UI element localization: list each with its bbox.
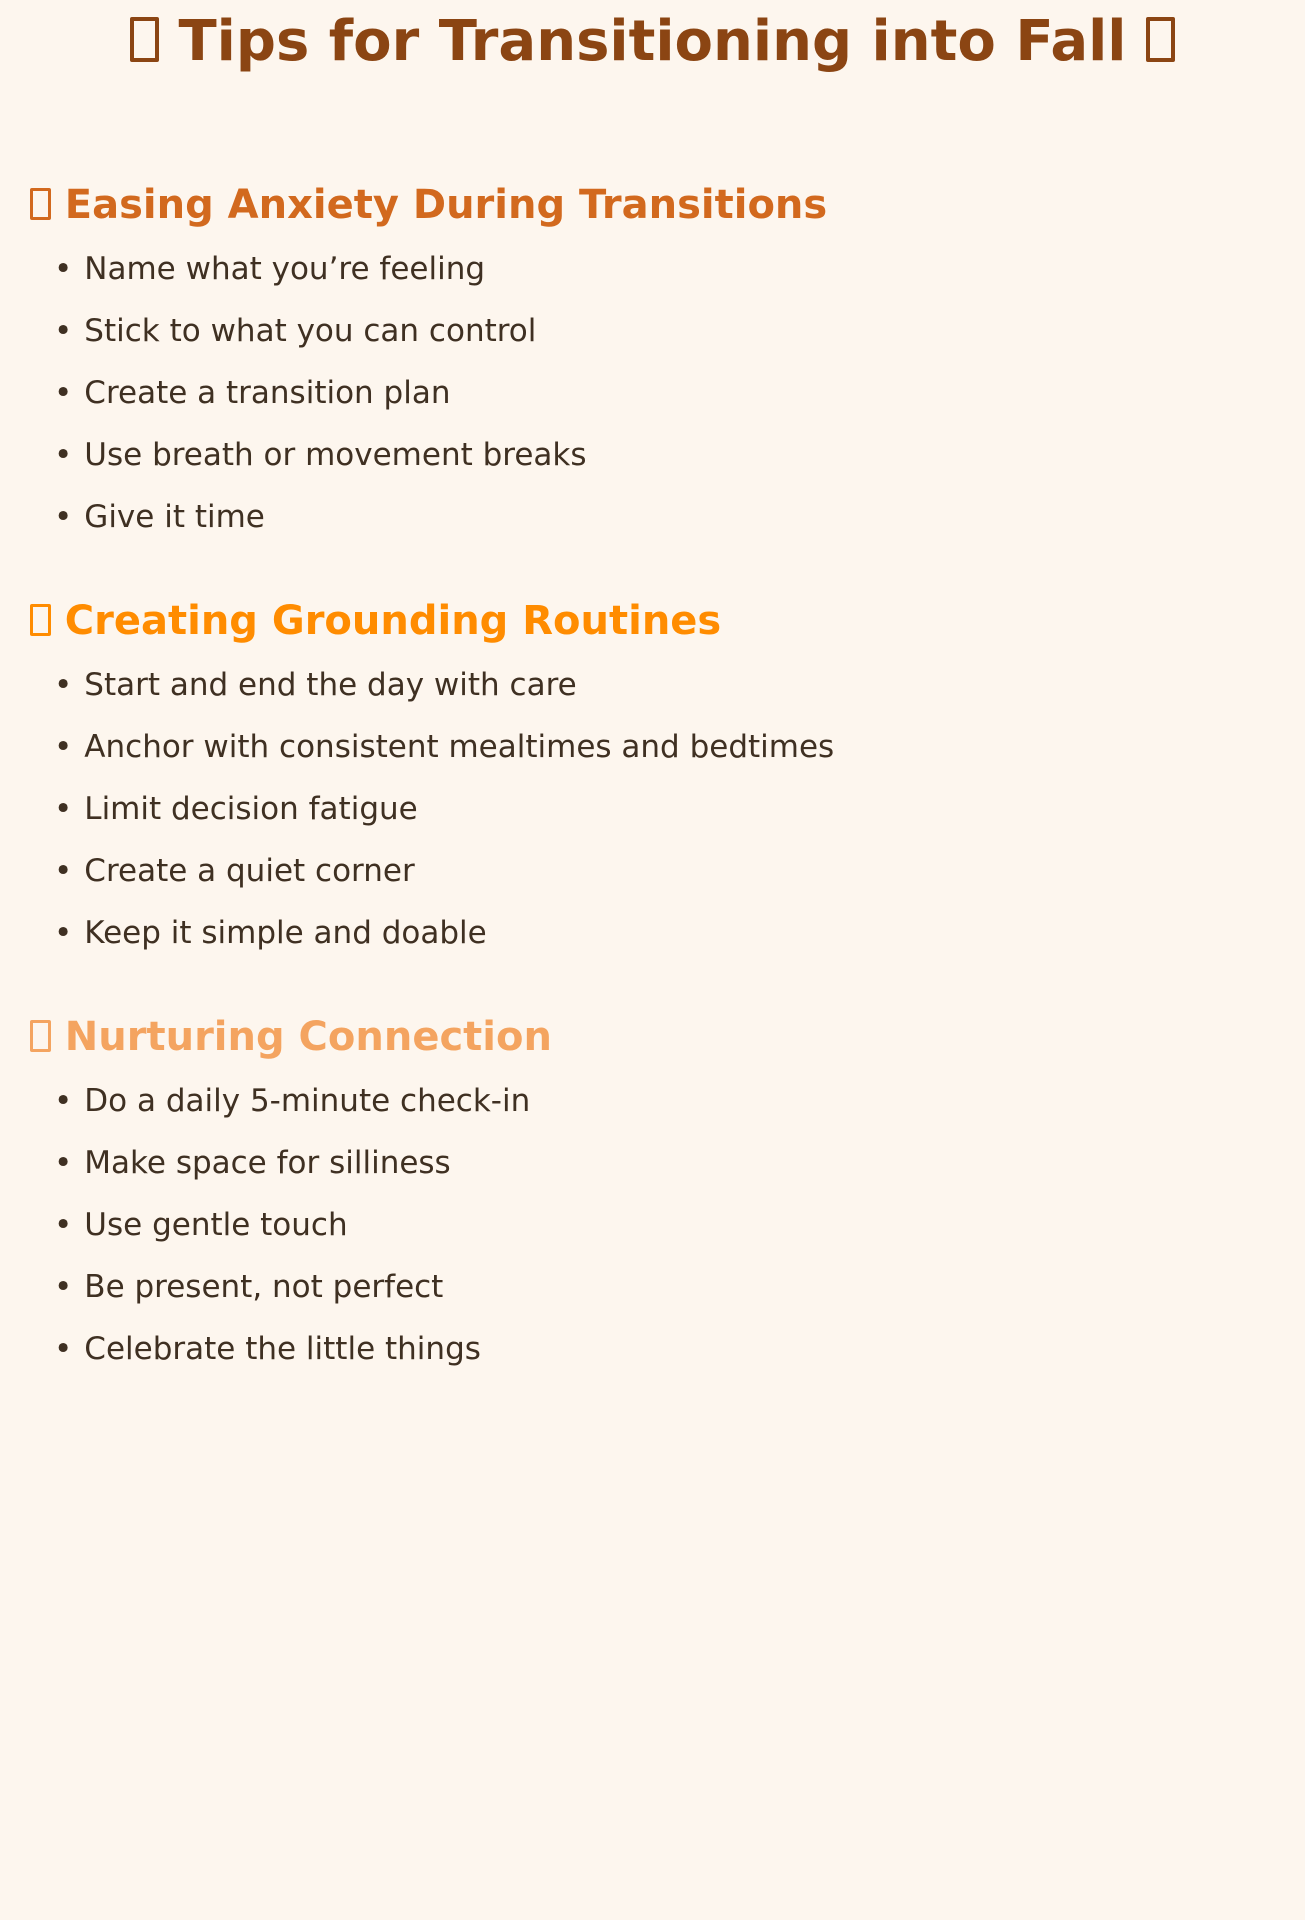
list-item-text: Use gentle touch (84, 1207, 348, 1243)
list-item-text: Anchor with consistent mealtimes and bedtimes (84, 729, 835, 765)
section-heading-text: Nurturing Connection (64, 1014, 552, 1060)
tip-list (30, 654, 1275, 964)
tip-list (30, 238, 1275, 548)
list-item-text: Do a daily 5-minute check-in (84, 1083, 531, 1119)
list-item (54, 778, 1275, 840)
bullet: • (54, 437, 73, 473)
bullet: • (54, 915, 73, 951)
bullet: • (54, 667, 73, 703)
section-easing-anxiety (30, 180, 1275, 548)
list-item-text: Celebrate the little things (84, 1331, 481, 1367)
list-item-text: Name what you’re feeling (84, 251, 486, 287)
bullet: • (54, 729, 73, 765)
list-item (54, 1318, 1275, 1380)
section-heading-text: Easing Anxiety During Transitions (64, 182, 828, 228)
missing-glyph-icon (30, 1020, 51, 1052)
list-item-text: Use breath or movement breaks (84, 437, 587, 473)
list-item (54, 1070, 1275, 1132)
list-item (54, 1132, 1275, 1194)
list-item-text: Keep it simple and doable (84, 915, 487, 951)
section-heading (30, 596, 1275, 646)
section-heading (30, 1012, 1275, 1062)
list-item (54, 238, 1275, 300)
section-nurturing-connection (30, 1012, 1275, 1380)
section-heading (30, 180, 1275, 230)
page-title-text: Tips for Transitioning into Fall (178, 9, 1127, 74)
list-item (54, 654, 1275, 716)
missing-glyph-icon (30, 604, 51, 636)
list-item (54, 300, 1275, 362)
section-grounding-routines (30, 596, 1275, 964)
list-item-text: Create a transition plan (84, 375, 451, 411)
tip-list (30, 1070, 1275, 1380)
bullet: • (54, 853, 73, 889)
list-item-text: Stick to what you can control (84, 313, 537, 349)
missing-glyph-icon (30, 188, 51, 220)
list-item (54, 1194, 1275, 1256)
bullet: • (54, 1269, 73, 1305)
missing-glyph-icon (1146, 17, 1175, 62)
list-item (54, 840, 1275, 902)
bullet: • (54, 313, 73, 349)
page-title (0, 0, 1305, 74)
bullet: • (54, 791, 73, 827)
list-item-text: Limit decision fatigue (84, 791, 418, 827)
missing-glyph-icon (130, 17, 159, 62)
bullet: • (54, 251, 73, 287)
list-item (54, 362, 1275, 424)
list-item-text: Make space for silliness (84, 1145, 451, 1181)
list-item (54, 716, 1275, 778)
list-item-text: Start and end the day with care (84, 667, 577, 703)
list-item (54, 424, 1275, 486)
bullet: • (54, 1083, 73, 1119)
list-item-text: Be present, not perfect (84, 1269, 444, 1305)
bullet: • (54, 1145, 73, 1181)
bullet: • (54, 375, 73, 411)
list-item-text: Create a quiet corner (84, 853, 415, 889)
section-heading-text: Creating Grounding Routines (64, 598, 722, 644)
list-item-text: Give it time (84, 499, 265, 535)
bullet: • (54, 1207, 73, 1243)
list-item (54, 486, 1275, 548)
bullet: • (54, 499, 73, 535)
list-item (54, 902, 1275, 964)
bullet: • (54, 1331, 73, 1367)
list-item (54, 1256, 1275, 1318)
